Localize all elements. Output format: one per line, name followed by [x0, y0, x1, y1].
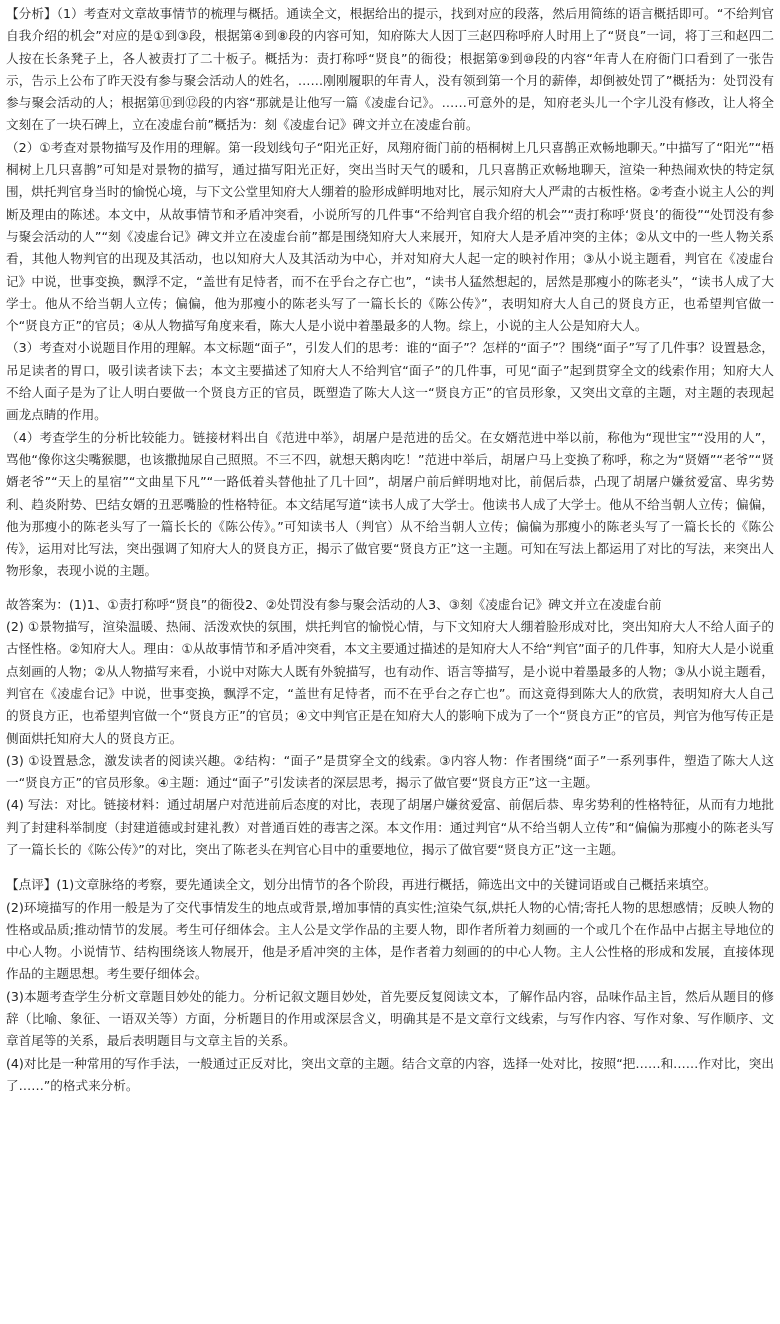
comment-part-4: (4)对比是一种常用的写作手法，一般通过正反对比，突出文章的主题。结合文章的内容，选择一处对比，按照“把……和……作对比，突出了……”的格式来分析。: [6, 1055, 774, 1093]
analysis-part-1: 【分析】（1）考查对文章故事情节的梳理与概括。通读全文，根据给出的提示，找到对应的段落，然后用简练的语言概括即可。“不给判官自我介绍的机会”对应的是①到③段，根据第④到⑧段的内容可知，知府陈大人因丁三赵四称呼府人时用上了“贤良”一词，将丁三和赵四二人按在长条凳子上，各人被责打了二十板子。概括为：责打称呼“贤良”的衙役；根据第⑨到⑩段的内容“年青人在府衙门口看到了一张告示，告示上公布了昨天没有参与聚会活动人的姓名，……刚刚履职的年青人，没有领到第一个月的薪俸，却倒被处罚了”概括为：处罚没有参与聚会活动的人；根据第⑪到⑫段的内容“那就是让他写一篇《凌虚台记》。……可意外的是，知府老头儿一个字儿没有修改，让人将全文刻在了一块石碑上，立在凌虚台前”概括为：刻《凌虚台记》碑文并立在凌虚台前。: [6, 6, 774, 133]
analysis-part-4: （4）考查学生的分析比较能力。链接材料出自《范进中举》，胡屠户是范进的岳父。在女婿范进中举以前，称他为“现世宝”“没用的人”，骂他“像你这尖嘴猴腮，也该撒抛尿自己照照。不三不四，就想天鹅肉吃！”范进中举后，胡屠户马上变换了称呼，称之为“贤婿”“老爷”“贤婿老爷”“天上的星宿”“文曲星下凡”“一路低着头替他扯了几十回”，胡屠户前后鲜明地对比，前倨后恭，凸现了胡屠户嫌贫爱富、卑劣势利、趋炎附势、巴结女婿的丑恶嘴脸的性格特征。本文结尾写道“读书人成了大学士。他读书人成了大学士。他从不给当朝人立传；偏偏，他为那瘦小的陈老头写了一篇长长的《陈公传》。”可知读书人（判官）从不给当朝人立传；偏偏为那瘦小的陈老头写了一篇长长的《陈公传》，运用对比写法，突出强调了知府大人的贤良方正，揭示了做官要“贤良方正”这一主题。可知在写法上都运用了对比的写法，来突出人物形象，表现小说的主题。: [6, 429, 774, 579]
answer-part-3: (3) ①设置悬念，激发读者的阅读兴趣。②结构：“面子”是贯穿全文的线索。③内容人物：作者围绕“面子”一系列事件，塑造了陈大人这一“贤良方正”的官员形象。④主题：通过“面子”引发读者的深层思考，揭示了做官要“贤良方正”这一主题。: [6, 752, 774, 791]
comment-part-2: (2)环境描写的作用一般是为了交代事情发生的地点或背景,增加事情的真实性;渲染气氛,烘托人物的心情;寄托人物的思想感情；反映人物的性格或品质;推动情节的发展。考生可仔细体会。主人公是文学作品的主要人物，即作者所着力刻画的一个或几个在作品中占据主导地位的中心人物。小说情节、结构围绕该人物展开，他是矛盾冲突的主体，是作者着力刻画的的中心人物。主人公性格的形成和发展，直接体现作品的主题思想。考生要仔细体会。: [6, 899, 774, 982]
section-spacer: [6, 861, 774, 874]
analysis-part-2: （2）①考查对景物描写及作用的理解。第一段划线句子“阳光正好，凤翔府衙门前的梧桐树上几只喜鹊正欢畅地聊天。”中描写了“阳光”“梧桐树上几只喜鹊”可知是对景物的描写，通过描写阳光正好，突出当时天气的暖和，几只喜鹊正欢畅地聊天，渲染一种热闹欢快的特定氛围，烘托判官身当时的愉悦心境，与下文公堂里知府大人绷着的脸形成鲜明地对比，展示知府大人严肃的古板性格。②考查小说主人公的判断及理由的陈述。本文中，从故事情节和矛盾冲突看，小说所写的几件事“不给判官自我介绍的机会”“责打称呼‘贤良’的衙役”“处罚没有参与聚会活动的人”“刻《凌虚台记》碑文并立在凌虚台前”都是围绕知府大人来展开，知府大人是矛盾冲突的主体；②从文中的一些人物关系看，其他人物判官的出现及其活动，也以知府大人及其活动为中心，并对知府大人起一定的映衬作用；③从小说主题看，判官在《凌虚台记》中说，世事变换，飘浮不定，“盖世有足恃者，而不在乎台之存亡也”，“读书人猛然想起的，居然是那瘦小的陈老头”，“读书人成了大学士。他从不给当朝人立传；偏偏，他为那瘦小的陈老头写了一篇长长的《陈公传》”，表明知府大人自己的贤良方正，也希望判官做一个“贤良方正”的官员；④从人物描写角度来看，陈大人是小说中着墨最多的人物。综上，小说的主人公是知府大人。: [6, 139, 774, 334]
answer-part-2: (2) ①景物描写，渲染温暖、热闹、活泼欢快的氛围，烘托判官的愉悦心情，与下文知府大人绷着脸形成对比，突出知府大人不给人面子的古怪性格。②知府大人。理由：①从故事情节和矛盾冲突看，本文主要通过描述的是知府大人不给“判官”面子的几件事，知府大人是小说重点刻画的人物；②从人物描写来看，小说中对陈大人既有外貌描写，也有动作、语言等描写，是小说中着墨最多的人物；③从小说主题看，判官在《凌虚台记》中说，世事变换，飘浮不定，“盖世有足恃者，而不在乎台之存亡也”。而这竟得到陈大人的欣赏，表明知府大人自己的贤良方正，也希望判官做一个“贤良方正”的官员；④文中判官正是在知府大人的影响下成为了一个“贤良方正”的官员，判官为他写传正是侧面烘托知府大人的贤良方正。: [6, 619, 774, 746]
answer-part-1: 故答案为：(1)1、①责打称呼“贤良”的衙役2、②处罚没有参与聚会活动的人3、③刻《凌虚台记》碑文并立在凌虚台前: [6, 596, 662, 612]
comment-part-3: (3)本题考查学生分析文章题目妙处的能力。分析记叙文题目妙处，首先要反复阅读文本，了解作品内容，品味作品主旨，然后从题目的修辞（比喻、象征、一语双关等）方面，分析题目的作用或深层含义，明确其是不是文章行文线索，与写作内容、写作对象、写作顺序、文章首尾等的关系，最后表明题目与文章主旨的关系。: [6, 988, 774, 1049]
analysis-part-3: （3）考查对小说题目作用的理解。本文标题“面子”，引发人们的思考：谁的“面子”？怎样的“面子”？围绕“面子”写了几件事？设置悬念，吊足读者的胃口，吸引读者读下去；本文主要描述了知府大人不给判官“面子”的几件事，可见“面子”起到贯穿全文的线索作用；知府大人不给人面子是为了让人明白要做一个贤良方正的官员，既塑造了陈大人这一“贤良方正”的官员形象，又突出文章的主题，对主题的表现起画龙点睛的作用。: [6, 340, 774, 423]
comment-part-1: 【点评】(1)文章脉络的考察，要先通读全文，划分出情节的各个阶段，再进行概括，筛选出文中的关键词语或自己概括来填空。: [6, 877, 717, 893]
answer-part-4: (4) 写法：对比。链接材料：通过胡屠户对范进前后态度的对比，表现了胡屠户嫌贫爱富、前倨后恭、卑劣势利的性格特征，从而有力地批判了封建科举制度（封建道德或封建礼教）对普通百姓的毒害之深。本文作用：通过判官“从不给当朝人立传”和“偏偏为那瘦小的陈老头写了一篇长长的《陈公传》”的对比，突出了陈老头在判官心目中的重要地位，揭示了做官要“贤良方正”这一主题。: [6, 797, 774, 857]
analysis-section: [6, 3, 774, 583]
comment-section: [6, 874, 774, 1097]
section-spacer: [6, 583, 774, 594]
answer-section: [6, 594, 774, 862]
